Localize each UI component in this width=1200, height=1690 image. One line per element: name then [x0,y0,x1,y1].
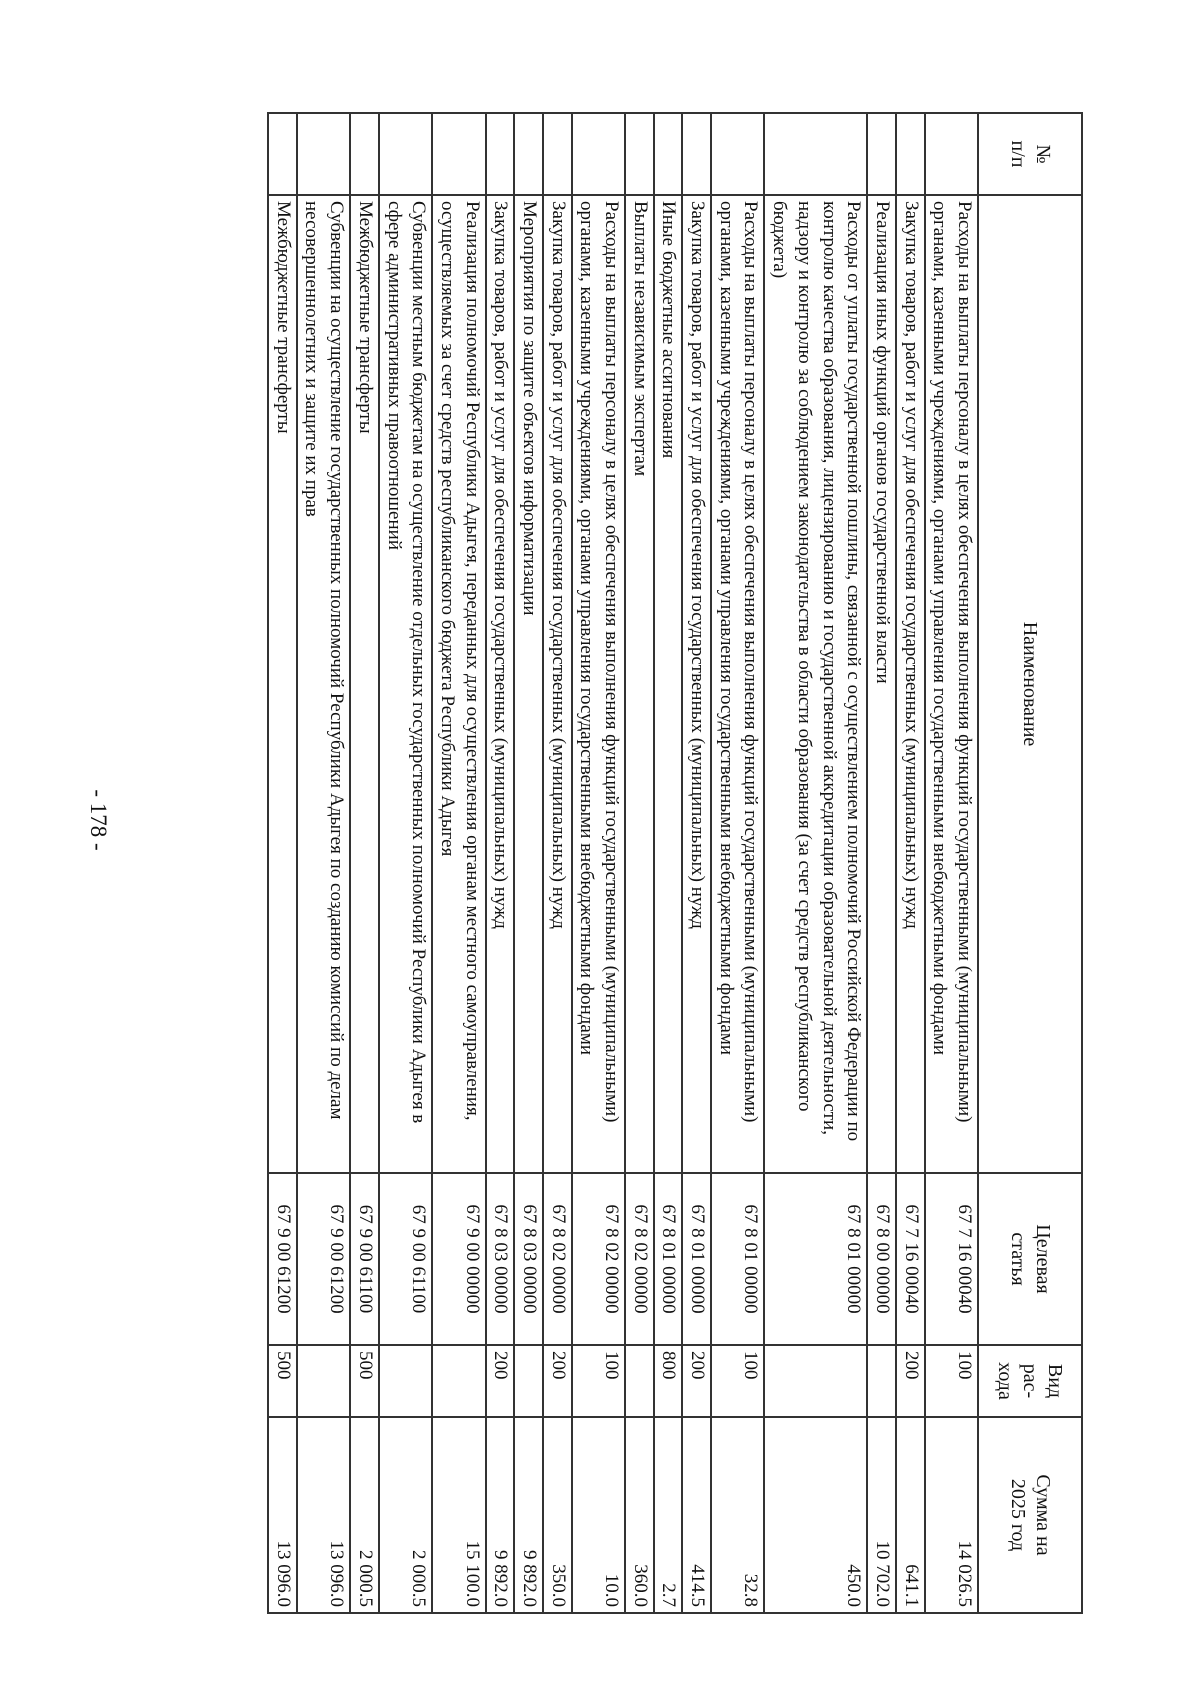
cell-kind: 200 [486,1345,515,1417]
cell-sum: 10.0 [572,1417,625,1613]
cell-code: 67 8 03 00000 [514,1173,543,1345]
budget-table [267,112,1083,1614]
cell-num [432,113,485,195]
table-row [711,113,764,1613]
cell-kind [379,1345,432,1417]
cell-kind [514,1345,543,1417]
cell-name: Расходы на выплаты персоналу в целях обеспечения выполнения функций государственными (муниципальными) органами, казенными учреждениями, органами управления государственными внебюджетными фондами [925,195,978,1173]
header-code: Целевая статья [978,1173,1082,1345]
table-row [486,113,515,1613]
table-row [350,113,379,1613]
cell-sum: 641.1 [896,1417,925,1613]
cell-kind: 800 [654,1345,683,1417]
cell-num [682,113,711,195]
table-row [867,113,896,1613]
cell-kind: 200 [682,1345,711,1417]
cell-code: 67 8 02 00000 [572,1173,625,1345]
table-row [682,113,711,1613]
cell-num [711,113,764,195]
cell-kind: 200 [543,1345,572,1417]
cell-num [896,113,925,195]
cell-name: Закупка товаров, работ и услуг для обеспечения государственных (муниципальных) нужд [896,195,925,1173]
cell-sum: 2 000.5 [350,1417,379,1613]
cell-num [297,113,350,195]
cell-name: Расходы на выплаты персоналу в целях обеспечения выполнения функций государственными (муниципальными) органами, казенными учреждениями, органами управления государственными внебюджетными фондами [711,195,764,1173]
cell-num [867,113,896,195]
table-row [765,113,868,1613]
cell-kind [765,1345,868,1417]
cell-sum: 9 892.0 [486,1417,515,1613]
cell-num [379,113,432,195]
cell-name: Закупка товаров, работ и услуг для обеспечения государственных (муниципальных) нужд [682,195,711,1173]
cell-code: 67 9 00 61200 [268,1173,297,1345]
cell-kind: 500 [350,1345,379,1417]
cell-kind [297,1345,350,1417]
cell-sum: 2 000.5 [379,1417,432,1613]
cell-num [350,113,379,195]
table-header-row [978,113,1082,1613]
cell-code: 67 8 01 00000 [711,1173,764,1345]
header-kind: Вид рас- хода [978,1345,1082,1417]
cell-name: Субвенции на осуществление государственных полномочий Республики Адыгея по созданию комиссий по делам несовершеннолетних и защите их прав [297,195,350,1173]
cell-kind [625,1345,654,1417]
cell-name: Расходы на выплаты персоналу в целях обеспечения выполнения функций государственными (муниципальными) органами, казенными учреждениями, органами управления государственными внебюджетными фондами [572,195,625,1173]
cell-sum: 13 096.0 [268,1417,297,1613]
cell-code: 67 9 00 61200 [297,1173,350,1345]
table-row [625,113,654,1613]
cell-sum: 14 026.5 [925,1417,978,1613]
cell-kind: 100 [925,1345,978,1417]
cell-kind: 500 [268,1345,297,1417]
cell-sum: 15 100.0 [432,1417,485,1613]
cell-name: Расходы от уплаты государственной пошлины, связанной с осуществлением полномочий Российской Федерации по контролю качества образования, лицензированию и государственной аккредитации образовательной деятельности, надзору и контролю за соблюдением законодательства в области образования (за счет средств республиканского бюджета) [765,195,868,1173]
table-row [572,113,625,1613]
cell-sum: 360.0 [625,1417,654,1613]
cell-code: 67 7 16 00040 [925,1173,978,1345]
cell-kind: 100 [572,1345,625,1417]
cell-sum: 350.0 [543,1417,572,1613]
table-row [654,113,683,1613]
cell-code: 67 8 00 00000 [867,1173,896,1345]
cell-num [514,113,543,195]
cell-num [543,113,572,195]
cell-code: 67 9 00 61100 [350,1173,379,1345]
cell-code: 67 9 00 61100 [379,1173,432,1345]
cell-sum: 32.8 [711,1417,764,1613]
cell-code: 67 8 02 00000 [625,1173,654,1345]
cell-kind [432,1345,485,1417]
cell-code: 67 8 01 00000 [654,1173,683,1345]
cell-num [765,113,868,195]
cell-sum: 450.0 [765,1417,868,1613]
page-number: - 178 - [86,789,111,851]
cell-num [625,113,654,195]
table-row [514,113,543,1613]
cell-code: 67 8 02 00000 [543,1173,572,1345]
cell-code: 67 7 16 00040 [896,1173,925,1345]
cell-sum: 414.5 [682,1417,711,1613]
cell-code: 67 9 00 00000 [432,1173,485,1345]
table-row [379,113,432,1613]
cell-code: 67 8 01 00000 [682,1173,711,1345]
table-row [925,113,978,1613]
cell-num [654,113,683,195]
cell-kind: 100 [711,1345,764,1417]
cell-kind: 200 [896,1345,925,1417]
table-row [268,113,297,1613]
cell-sum: 13 096.0 [297,1417,350,1613]
cell-name: Выплаты независимым экспертам [625,195,654,1173]
cell-kind [867,1345,896,1417]
cell-name: Реализация полномочий Республики Адыгея, переданных для осуществления органам местного самоуправления, осуществляемых за счет средств республиканского бюджета Республики Адыгея [432,195,485,1173]
header-sum: Сумма на 2025 год [978,1417,1082,1613]
cell-sum: 10 702.0 [867,1417,896,1613]
table-row [896,113,925,1613]
cell-name: Межбюджетные трансферты [268,195,297,1173]
cell-num [268,113,297,195]
cell-name: Реализация иных функций органов государственной власти [867,195,896,1173]
header-num: № п/п [978,113,1082,195]
table-row [432,113,485,1613]
budget-table-rotated [123,112,1083,1612]
cell-sum: 9 892.0 [514,1417,543,1613]
header-name: Наименование [978,195,1082,1173]
cell-name: Иные бюджетные ассигнования [654,195,683,1173]
cell-num [925,113,978,195]
cell-name: Межбюджетные трансферты [350,195,379,1173]
cell-code: 67 8 01 00000 [765,1173,868,1345]
cell-num [572,113,625,195]
table-row [543,113,572,1613]
table-row [297,113,350,1613]
cell-num [486,113,515,195]
cell-sum: 2.7 [654,1417,683,1613]
cell-name: Закупка товаров, работ и услуг для обеспечения государственных (муниципальных) нужд [486,195,515,1173]
cell-code: 67 8 03 00000 [486,1173,515,1345]
cell-name: Мероприятия по защите объектов информатизации [514,195,543,1173]
cell-name: Закупка товаров, работ и услуг для обеспечения государственных (муниципальных) нужд [543,195,572,1173]
cell-name: Субвенции местным бюджетам на осуществление отдельных государственных полномочий Республики Адыгея в сфере административных правоотношений [379,195,432,1173]
